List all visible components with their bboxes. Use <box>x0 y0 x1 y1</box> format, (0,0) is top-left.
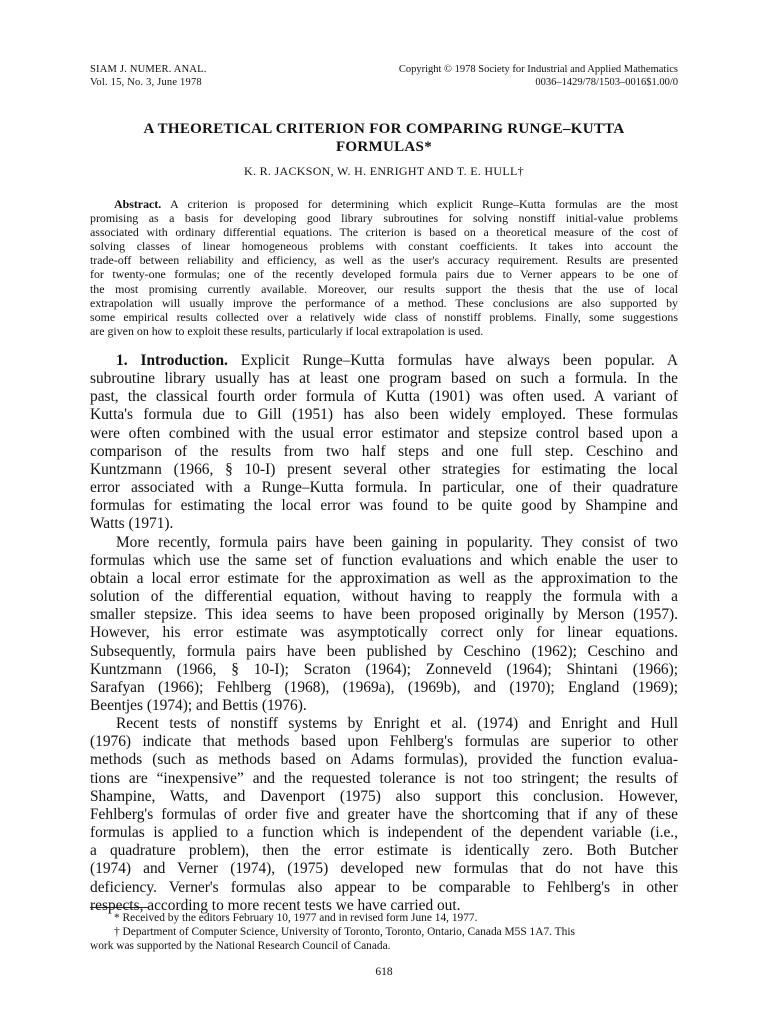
journal-volume: Vol. 15, No. 3, June 1978 <box>90 77 202 88</box>
body-line: Kuntzmann (1966, § 10-I) present several other strategies for estimating the local <box>90 460 678 478</box>
footnote-affiliation: † Department of Computer Science, University of Toronto, Toronto, Ontario, Canada M5S 1A7. This <box>114 926 575 938</box>
abstract-line: trade-off between reliability and efficiency, as well as the user's accuracy requirement. Results are presented <box>90 253 678 268</box>
body-line: Sarafyan (1966); Fehlberg (1968), (1969a), (1969b), and (1970); England (1969); <box>90 678 678 696</box>
page-number: 618 <box>375 966 393 978</box>
paragraph-introduction <box>90 352 678 534</box>
body-line: (1974) and Verner (1974), (1975) developed new formulas that do not have this <box>90 860 678 878</box>
body-line: formulas is applied to a function which is independent of the dependent variable (i.e., <box>90 824 678 842</box>
body-line: tions are “inexpensive” and the requested tolerance is not too stringent; the results of <box>90 769 678 787</box>
footnotes <box>90 911 678 953</box>
body-line: formulas which use the same set of function evaluations and which enable the user to <box>90 551 678 569</box>
body-line: Kuntzmann (1966, § 10-I); Scraton (1964); Zonneveld (1964); Shintani (1966); <box>90 660 678 678</box>
paragraph-formula-pairs <box>90 534 678 716</box>
footnote-divider <box>90 907 148 908</box>
body-line: More recently, formula pairs have been gaining in popularity. They consist of two <box>116 533 678 551</box>
abstract-line: the most promising currently available. Moreover, our results support the thesis that the use of local <box>90 281 678 296</box>
title-line-1: A THEORETICAL CRITERION FOR COMPARING RUNGE–KUTTA <box>143 121 625 137</box>
paper-title <box>90 120 678 156</box>
body-line: comparison of the results from two half steps and one full step. Ceschino and <box>90 442 678 460</box>
body-line: Beentjes (1974); and Bettis (1976). <box>90 696 307 714</box>
copyright-notice <box>399 63 678 89</box>
body-line: smaller stepsize. This idea seems to have been proposed originally by Merson (1957). <box>90 606 678 624</box>
abstract-line: are given on how to exploit these results, particularly if local extrapolation is used. <box>90 323 484 338</box>
footnote-funding: work was supported by the National Research Council of Canada. <box>90 940 391 952</box>
body-line: respects, according to more recent tests we have carried out. <box>90 896 461 914</box>
body-line: Fehlberg's formulas of order five and greater have the shortcoming that if any of these <box>90 805 678 823</box>
body-line: error associated with a Runge–Kutta formula. In particular, one of their quadrature <box>90 479 678 497</box>
paragraph-recent-tests <box>90 715 678 915</box>
body-line: Subsequently, formula pairs have been published by Ceschino (1962); Ceschino and <box>90 642 678 660</box>
body-line: Recent tests of nonstiff systems by Enright et al. (1974) and Enright and Hull <box>116 715 678 733</box>
abstract-line: promising as a basis for developing good library subroutines for solving nonstiff initial-value problems <box>90 211 678 226</box>
body-line: (1976) indicate that methods based upon Fehlberg's formulas are superior to other <box>90 733 678 751</box>
abstract-line: extrapolation will usually improve the performance of a method. These conclusions are also supported by <box>90 295 678 310</box>
abstract-text: A criterion is proposed for determining which explicit Runge–Kutta formulas are the most <box>161 197 678 211</box>
abstract <box>90 197 678 338</box>
journal-citation <box>90 63 207 89</box>
abstract-line: solving classes of linear homogeneous problems with constant coefficients. It takes into account the <box>90 239 678 254</box>
body-line: formulas for estimating the local error was found to be quite good by Shampine and <box>90 497 678 515</box>
author-list: K. R. JACKSON, W. H. ENRIGHT AND T. E. HULL† <box>244 164 524 178</box>
body-line: Shampine, Watts, and Davenport (1975) also support this conclusion. However, <box>90 787 678 805</box>
abstract-label: Abstract. <box>114 197 162 211</box>
body-line: past, the classical fourth order formula of Kutta (1901) was often used. A variant of <box>90 388 678 406</box>
abstract-line: for twenty-one formulas; one of the recently developed formula pairs due to Verner appears to be one of <box>90 267 678 282</box>
body-line: methods (such as methods based on Adams formulas), provided the function evalua- <box>90 751 678 769</box>
body-line: were often combined with the usual error estimator and stepsize control based upon a <box>90 424 678 442</box>
body-line: obtain a local error estimate for the approximation as well as the approximation to the <box>90 569 678 587</box>
body-line: However, his error estimate was asymptotically correct only for linear equations. <box>90 624 678 642</box>
abstract-line: associated with ordinary differential equations. The criterion is based on a theoretical measure of the cost of <box>90 225 678 240</box>
issn-line: 0036–1429/78/1503–0016$1.00/0 <box>535 77 678 88</box>
copyright-line: Copyright © 1978 Society for Industrial and Applied Mathematics <box>398 64 678 75</box>
body-text: Explicit Runge–Kutta formulas have always been popular. A <box>227 352 678 369</box>
body-line: solution of the differential equation, without having to reapply the formula with a <box>90 588 678 606</box>
body-line: subroutine library usually has at least one program based on such a formula. In the <box>90 370 678 388</box>
title-line-2: FORMULAS* <box>335 139 433 155</box>
body-line <box>90 352 678 370</box>
section-heading: 1. Introduction. <box>116 352 228 369</box>
footnote-received: * Received by the editors February 10, 1977 and in revised form June 14, 1977. <box>114 912 478 924</box>
journal-name: SIAM J. NUMER. ANAL. <box>90 64 207 75</box>
main-text <box>90 352 678 915</box>
body-line: Kutta's formula due to Gill (1951) has also been widely employed. These formulas <box>90 406 678 424</box>
body-line: a quadrature problem), then the error estimate is identically zero. Both Butcher <box>90 842 678 860</box>
body-line: deficiency. Verner's formulas also appear to be comparable to Fehlberg's in other <box>90 878 678 896</box>
body-line: Watts (1971). <box>90 515 174 533</box>
abstract-line: some empirical results collected over a relatively wide class of nonstiff problems. Finally, some suggestions <box>90 309 678 324</box>
abstract-line <box>90 197 678 211</box>
